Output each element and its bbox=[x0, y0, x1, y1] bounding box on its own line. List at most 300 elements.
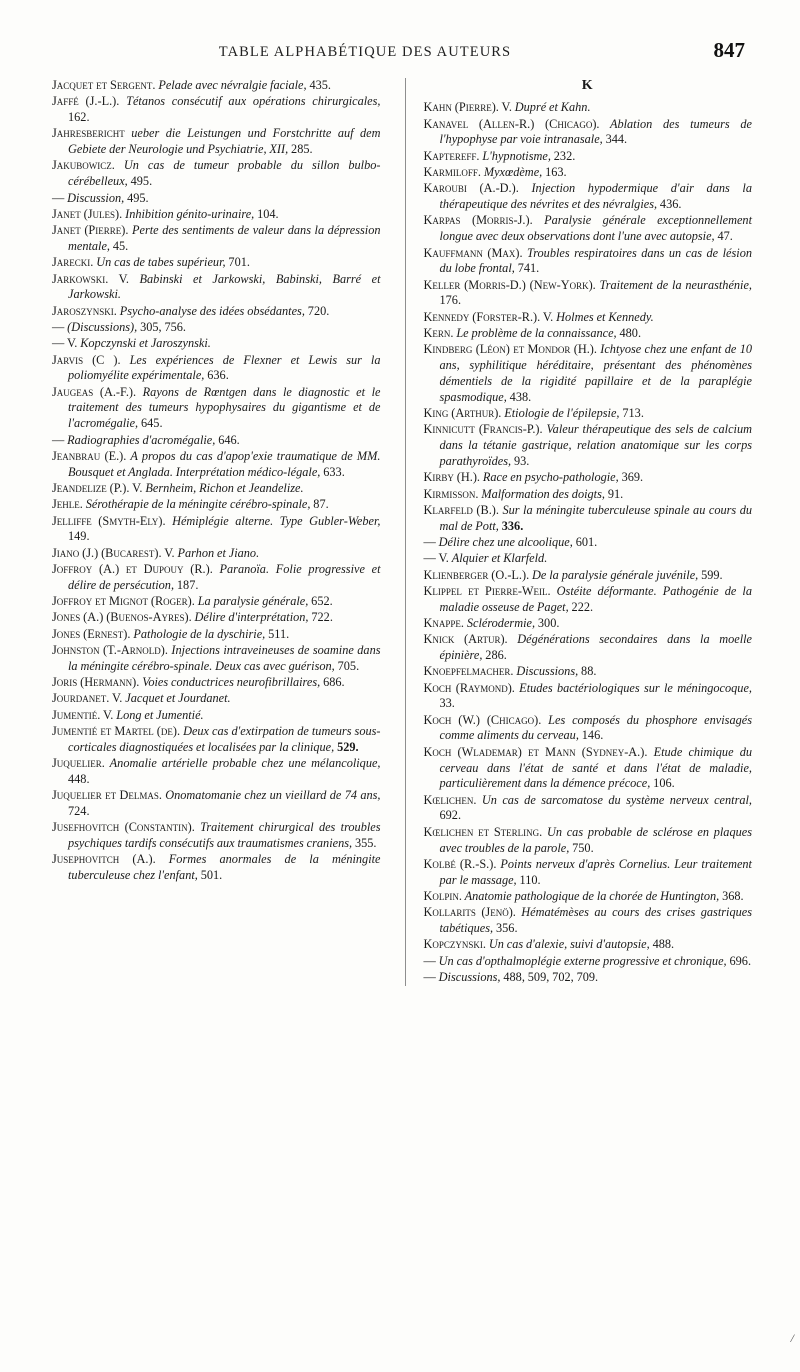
entry-page-refs: 163. bbox=[542, 165, 567, 180]
index-entry bbox=[424, 213, 753, 245]
entry-page-refs: 495. bbox=[127, 174, 153, 189]
entry-author-name: Juquelier bbox=[52, 788, 102, 803]
entry-author-name: Kœlichen. bbox=[423, 792, 477, 807]
entry-author-qualifier: et Sergent. bbox=[93, 78, 156, 92]
entry-title: Myxœdème, bbox=[480, 165, 543, 180]
entry-author-qualifier: (Allen-R.) (Chicago). bbox=[468, 116, 600, 131]
entry-title: Hématémèses au cours des crises gastriques tabétiques, bbox=[439, 905, 752, 936]
entry-author-qualifier: — bbox=[423, 534, 439, 549]
entry-author-qualifier: (J.-L.). bbox=[78, 94, 120, 109]
index-entry bbox=[424, 825, 753, 857]
entry-author-qualifier: V. bbox=[109, 691, 123, 706]
index-entry bbox=[52, 788, 381, 820]
entry-page-refs: 713. bbox=[619, 406, 644, 421]
entry-title: Un cas d'opthalmoplégie externe progressive et chronique, bbox=[438, 953, 727, 968]
index-entry bbox=[52, 708, 381, 724]
right-column-entries bbox=[424, 100, 753, 985]
entry-page-refs: 33. bbox=[439, 696, 455, 711]
entry-author-qualifier: (Morris-J.). bbox=[460, 213, 533, 228]
right-column bbox=[405, 78, 753, 986]
entry-title: Psycho-analyse des idées obsédantes, bbox=[116, 303, 305, 318]
entry-page-refs: 300. bbox=[535, 615, 560, 630]
entry-page-refs: 722. bbox=[308, 610, 333, 625]
entry-author-qualifier: (Francis-P.). bbox=[474, 422, 543, 437]
entry-author-qualifier: (H.). bbox=[453, 470, 480, 485]
entry-title: (Discussions), bbox=[67, 319, 138, 334]
entry-title: De la paralysie générale juvénile, bbox=[529, 567, 699, 582]
index-entry bbox=[424, 664, 753, 680]
entry-page-refs: 187. bbox=[174, 577, 199, 592]
entry-title: Holmes et Kennedy. bbox=[553, 309, 654, 324]
index-entry bbox=[52, 449, 381, 481]
index-entry bbox=[424, 632, 753, 664]
entry-author-name: Kirby bbox=[423, 470, 454, 485]
index-entry bbox=[52, 78, 381, 94]
entry-author-qualifier: — V. bbox=[423, 551, 452, 566]
entry-title: ueber die Leistungen und Forstchritte auf dem Gebiete der Neurologie und Psychiatrie, XII, bbox=[68, 126, 381, 157]
entry-author-name: Koch bbox=[423, 712, 452, 727]
entry-author-qualifier: — bbox=[423, 969, 439, 984]
entry-author-qualifier: — bbox=[423, 953, 439, 968]
entry-title: Anatomie pathologique de la chorée de Huntington, bbox=[461, 888, 720, 903]
entry-title: Sur la méningite tuberculeuse spinale au cours du mal de Pott, bbox=[439, 502, 752, 533]
entry-page-refs: 91. bbox=[604, 486, 624, 501]
index-entry bbox=[424, 568, 753, 584]
entry-page-refs: 438. bbox=[506, 389, 532, 404]
entry-author-qualifier: (P.). V. bbox=[106, 480, 143, 495]
entry-title: Onomatomanie chez un vieillard de 74 ans, bbox=[161, 788, 381, 803]
index-entry bbox=[424, 326, 753, 342]
entry-author-name: Karmiloff. bbox=[423, 165, 481, 180]
entry-author-name: Jaffé bbox=[52, 94, 79, 109]
index-entry bbox=[52, 546, 381, 562]
entry-page-refs: 106. bbox=[650, 776, 675, 791]
entry-page-refs: 344. bbox=[602, 132, 628, 147]
entry-page-refs: 750. bbox=[569, 840, 594, 855]
index-entry bbox=[52, 756, 381, 788]
entry-author-qualifier: (O.-L.). bbox=[488, 567, 530, 582]
entry-page-refs: 285. bbox=[288, 142, 313, 157]
entry-author-name: Jarecki. bbox=[52, 255, 94, 270]
entry-title: Kopczynski et Jaroszynski. bbox=[80, 336, 211, 351]
entry-author-name: Jaugeas bbox=[52, 384, 94, 399]
entry-page-refs: 336. bbox=[498, 518, 524, 533]
entry-author-name: Joffroy bbox=[52, 594, 93, 608]
entry-page-refs: 286. bbox=[482, 647, 507, 662]
index-entry bbox=[52, 272, 381, 304]
entry-author-name: Klienberger bbox=[423, 567, 489, 582]
entry-title: Paralysie générale exceptionnellement longue avec deux observations dont l'une avec autopsie, bbox=[439, 213, 752, 244]
entry-author-name: Jarkowski. bbox=[52, 271, 109, 286]
entry-title: Malformation des doigts, bbox=[478, 486, 605, 501]
entry-author-qualifier: (E.). bbox=[100, 448, 127, 463]
entry-author-qualifier: (A.) (Buenos-Ayres). bbox=[80, 610, 192, 625]
entry-page-refs: 355. bbox=[352, 835, 377, 850]
entry-title: Ichtyose chez une enfant de 10 ans, syphilitique héréditaire, présentant des phénomènes démentiels de la rigidité papillaire et de la paraplégie spasmodique, bbox=[439, 342, 752, 404]
entry-page-refs: 652. bbox=[308, 594, 333, 608]
entry-page-refs: 149. bbox=[68, 529, 90, 544]
entry-author-qualifier: (Morris-D.) (New-York). bbox=[460, 277, 596, 292]
entry-title: Un cas de sarcomatose du système nerveux central, bbox=[476, 792, 752, 807]
entry-page-refs: 436. bbox=[657, 197, 682, 212]
entry-author-name: Jusephovitch bbox=[52, 852, 120, 867]
entry-page-refs: 176. bbox=[439, 293, 462, 308]
index-columns bbox=[52, 78, 752, 986]
entry-author-name: Knappe. bbox=[423, 615, 464, 630]
entry-author-qualifier: (T.-Arnold). bbox=[99, 642, 168, 657]
entry-page-refs: 104. bbox=[254, 206, 279, 221]
entry-author-qualifier: et Pierre-Weil. bbox=[461, 583, 551, 598]
section-letter-k: K bbox=[581, 78, 594, 93]
entry-page-refs: 232. bbox=[550, 148, 576, 163]
entry-author-name: Jeanbrau bbox=[52, 448, 101, 463]
entry-author-qualifier: (Arthur). bbox=[448, 406, 502, 421]
index-entry bbox=[52, 820, 381, 852]
index-entry bbox=[52, 158, 381, 190]
entry-page-refs: 88. bbox=[578, 664, 597, 679]
entry-page-refs: 222. bbox=[568, 599, 594, 614]
index-entry bbox=[52, 675, 381, 691]
entry-page-refs: 488, 509, 702, 709. bbox=[500, 969, 599, 984]
entry-title: Ablation des tumeurs de l'hypophyse par voie intranasale, bbox=[439, 116, 752, 147]
index-entry bbox=[424, 342, 753, 405]
entry-author-name: Klippel bbox=[423, 583, 462, 598]
index-entry bbox=[52, 433, 381, 449]
index-entry bbox=[424, 713, 753, 745]
entry-author-name: Kauffmann bbox=[423, 245, 483, 260]
entry-author-qualifier: (Jenö). bbox=[475, 905, 516, 920]
entry-author-name: Kindberg bbox=[423, 342, 473, 357]
entry-page-refs: 741. bbox=[514, 261, 540, 276]
entry-page-refs: 724. bbox=[68, 803, 90, 818]
entry-author-name: Jeandelize bbox=[52, 480, 107, 495]
entry-page-refs: 701. bbox=[225, 255, 250, 270]
entry-title: Discussions, bbox=[438, 969, 501, 984]
entry-author-name: Klarfeld bbox=[423, 502, 473, 517]
index-entry bbox=[52, 691, 381, 707]
entry-page-refs: 45. bbox=[110, 238, 129, 253]
entry-author-name: Kennedy bbox=[423, 309, 470, 324]
entry-author-qualifier: (A.). bbox=[119, 852, 156, 867]
entry-page-refs: 480. bbox=[616, 326, 642, 341]
entry-title: Formes anormales de la méningite tuberculeuse chez l'enfant, bbox=[68, 852, 381, 883]
index-entry bbox=[424, 937, 753, 953]
entry-author-name: Koch bbox=[423, 744, 452, 759]
entry-page-refs: 511. bbox=[265, 626, 290, 641]
entry-page-refs: 488. bbox=[649, 937, 675, 952]
entry-title: Ostéite déformante. Pathogénie de la maladie osseuse de Paget, bbox=[439, 583, 752, 614]
entry-author-name: Kolpin. bbox=[423, 888, 462, 903]
entry-author-name: King bbox=[423, 406, 449, 421]
entry-author-name: Jones bbox=[52, 610, 81, 625]
entry-author-qualifier: (Hermann). bbox=[77, 674, 140, 689]
index-entry bbox=[424, 149, 753, 165]
entry-title: Voies conductrices neurofibrillaires, bbox=[139, 674, 321, 689]
entry-author-name: Karpas bbox=[423, 213, 461, 228]
entry-author-qualifier: V. bbox=[108, 271, 130, 286]
index-entry bbox=[424, 406, 753, 422]
entry-author-qualifier: (Max). bbox=[482, 245, 523, 260]
entry-title: Radiographies d'acromégalie, bbox=[67, 432, 216, 447]
entry-author-name: Joffroy bbox=[52, 561, 93, 576]
entry-title: L'hypnotisme, bbox=[479, 148, 551, 163]
entry-author-name: Kanavel bbox=[423, 116, 469, 131]
entry-author-qualifier: (R.-S.). bbox=[455, 856, 497, 871]
entry-title: Deux cas d'extirpation de tumeurs sous-corticales diagnostiquées et localisées par la clinique, bbox=[68, 723, 381, 754]
entry-title: Hémiplégie alterne. Type Gubler-Weber, bbox=[165, 513, 381, 528]
left-column bbox=[52, 78, 381, 986]
index-entry bbox=[52, 353, 381, 385]
entry-title: Pelade avec névralgie faciale, bbox=[155, 78, 307, 92]
entry-title: Jacquet et Jourdanet. bbox=[122, 691, 231, 706]
entry-page-refs: 720. bbox=[304, 303, 330, 318]
entry-author-name: Joris bbox=[52, 674, 78, 689]
entry-author-qualifier: (B.). bbox=[472, 502, 499, 517]
index-entry bbox=[424, 745, 753, 792]
running-head-title: TABLE ALPHABÉTIQUE DES AUTEURS bbox=[218, 44, 512, 60]
entry-page-refs: 636. bbox=[204, 368, 229, 383]
index-entry bbox=[52, 207, 381, 223]
entry-author-name: Knick bbox=[423, 632, 455, 647]
entry-title: Un cas de tumeur probable du sillon bulbo-cérébelleux, bbox=[68, 158, 381, 189]
index-entry bbox=[424, 422, 753, 469]
entry-author-name: Karoubi bbox=[423, 181, 467, 196]
entry-author-qualifier: et Mignot (Roger). bbox=[92, 594, 195, 608]
entry-title: Babinski et Jarkowski, Babinski, Barré et Jarkowski. bbox=[68, 271, 381, 302]
entry-author-name: Johnston bbox=[52, 642, 100, 657]
index-entry bbox=[52, 223, 381, 255]
entry-title: Traitement de la neurasthénie, bbox=[595, 277, 752, 292]
index-entry bbox=[52, 594, 381, 610]
entry-author-qualifier: (Pierre). bbox=[80, 223, 129, 238]
entry-title: Tétanos consécutif aux opérations chirurgicales, bbox=[119, 94, 381, 109]
entry-author-qualifier: — bbox=[52, 432, 68, 447]
entry-page-refs: 645. bbox=[138, 416, 163, 431]
entry-author-name: Kirmisson. bbox=[423, 486, 479, 501]
entry-author-qualifier: et Sterling. bbox=[473, 824, 543, 839]
entry-author-name: Jumentié. bbox=[52, 707, 101, 722]
entry-title: Pathologie de la dyschirie, bbox=[130, 626, 266, 641]
entry-author-name: Jakubowicz. bbox=[52, 158, 115, 173]
entry-title: Traitement chirurgical des troubles psychiques tardifs consécutifs aux traumatismes craniens, bbox=[68, 820, 381, 850]
index-entry bbox=[52, 385, 381, 432]
entry-author-name: Jones bbox=[52, 626, 81, 641]
entry-page-refs: 448. bbox=[68, 771, 90, 786]
entry-title: Etiologie de l'épilepsie, bbox=[501, 406, 620, 421]
entry-title: Discussion, bbox=[67, 190, 125, 205]
entry-author-qualifier: — bbox=[52, 319, 68, 334]
entry-title: Injections intraveineuses de soamine dans la méningite cérébro-spinale. Deux cas avec guérison, bbox=[68, 642, 381, 673]
entry-author-name: Kern. bbox=[423, 326, 454, 341]
entry-page-refs: 47. bbox=[714, 229, 733, 244]
index-entry bbox=[52, 304, 381, 320]
entry-author-qualifier: — V. bbox=[52, 336, 81, 351]
entry-title: Long et Jumentié. bbox=[113, 707, 204, 722]
entry-title: Anomalie artérielle probable chez une mélancolique, bbox=[104, 755, 381, 770]
index-entry bbox=[424, 117, 753, 149]
entry-author-name: Kaptereff. bbox=[423, 148, 480, 163]
index-entry bbox=[52, 627, 381, 643]
entry-title: Points nerveux d'après Cornelius. Leur traitement par le massage, bbox=[439, 856, 752, 887]
index-entry bbox=[424, 616, 753, 632]
entry-author-qualifier: (Forster-R.). V. bbox=[469, 309, 554, 324]
index-entry bbox=[424, 165, 753, 181]
entry-author-qualifier: (Constantin). bbox=[119, 820, 195, 835]
entry-author-name: Kinnicutt bbox=[423, 422, 475, 437]
entry-title: A propos du cas d'apop'exie traumatique de MM. Bousquet et Anglada. Interprétation médico-légale, bbox=[68, 448, 381, 479]
entry-author-qualifier: (Wlademar) et Mann (Sydney-A.). bbox=[451, 744, 648, 759]
entry-author-name: Kœlichen bbox=[423, 824, 474, 839]
entry-title: Sérothérapie de la méningite cérébro-spinale, bbox=[82, 497, 311, 512]
entry-title: Race en psycho-pathologie, bbox=[479, 470, 619, 485]
entry-author-qualifier: (A.-D.). bbox=[466, 181, 519, 196]
index-entry bbox=[52, 643, 381, 675]
entry-title: Un cas de tabes supérieur, bbox=[93, 255, 226, 270]
index-entry bbox=[52, 514, 381, 546]
entry-author-name: Koch bbox=[423, 680, 452, 695]
entry-page-refs: 633. bbox=[320, 464, 345, 479]
entry-page-refs: 692. bbox=[439, 808, 462, 823]
index-entry bbox=[52, 126, 381, 158]
index-entry bbox=[424, 470, 753, 486]
entry-title: Paranoïa. Folie progressive et délire de persécution, bbox=[68, 561, 381, 592]
entry-title: Injection hypodermique d'air dans la thérapeutique des névrites et des névralgies, bbox=[439, 181, 752, 212]
index-entry bbox=[52, 191, 381, 207]
entry-author-name: Jiano bbox=[52, 545, 80, 560]
entry-page-refs: 501. bbox=[197, 868, 223, 883]
index-entry bbox=[52, 724, 381, 756]
index-entry bbox=[424, 487, 753, 503]
entry-author-name: Knoepfelmacher. bbox=[423, 664, 514, 679]
index-entry bbox=[52, 852, 381, 884]
index-entry bbox=[424, 181, 753, 213]
entry-author-name: Jumentié bbox=[52, 723, 98, 738]
entry-page-refs: 305, 756. bbox=[137, 319, 186, 334]
entry-title: Troubles respiratoires dans un cas de lésion du lobe frontal, bbox=[439, 245, 752, 276]
entry-title: Un cas d'alexie, suivi d'autopsie, bbox=[485, 937, 650, 952]
entry-author-qualifier: (Léon) et Mondor (H.). bbox=[472, 342, 597, 357]
entry-page-refs: 705. bbox=[334, 658, 360, 673]
entry-author-name: Kahn bbox=[423, 100, 452, 115]
index-entry bbox=[424, 970, 753, 986]
index-entry bbox=[424, 100, 753, 116]
entry-author-qualifier: (Raymond). bbox=[451, 680, 515, 695]
index-entry bbox=[52, 336, 381, 352]
entry-page-refs: 110. bbox=[516, 872, 541, 887]
entry-author-qualifier: (W.) (Chicago). bbox=[451, 712, 542, 727]
entry-page-refs: 696. bbox=[726, 953, 752, 968]
entry-author-name: Jaroszynski. bbox=[52, 303, 117, 318]
entry-author-name: Janet bbox=[52, 223, 81, 238]
entry-author-name: Juquelier. bbox=[52, 755, 105, 770]
entry-author-name: Jelliffe bbox=[52, 513, 92, 528]
index-entry bbox=[424, 681, 753, 713]
entry-page-refs: 368. bbox=[719, 888, 744, 903]
entry-page-refs: 87. bbox=[310, 497, 329, 512]
entry-author-qualifier: (Ernest). bbox=[80, 626, 131, 641]
entry-page-refs: 529. bbox=[334, 739, 359, 754]
entry-author-qualifier: (C ). bbox=[83, 352, 121, 367]
entry-page-refs: 162. bbox=[68, 110, 90, 125]
entry-page-refs: 93. bbox=[511, 453, 530, 468]
entry-title: Délire d'interprétation, bbox=[191, 610, 309, 625]
entry-title: Dupré et Kahn. bbox=[511, 100, 591, 115]
entry-page-refs: 686. bbox=[320, 674, 345, 689]
entry-page-refs: 495. bbox=[124, 190, 149, 205]
entry-page-refs: 146. bbox=[578, 728, 604, 743]
entry-page-refs: 599. bbox=[698, 567, 723, 582]
entry-author-name: Jarvis bbox=[52, 352, 84, 367]
entry-title: Délire chez une alcoolique, bbox=[438, 534, 573, 549]
entry-title: Dégénérations secondaires dans la moelle épinière, bbox=[439, 632, 752, 662]
entry-title: Le problème de la connaissance, bbox=[453, 326, 617, 341]
entry-title: Les composés du phosphore envisagés comme aliments du cerveau, bbox=[439, 712, 752, 743]
entry-author-qualifier: (J.) (Bucarest). V. bbox=[79, 545, 175, 560]
index-entry bbox=[424, 310, 753, 326]
entry-author-qualifier: et Martel (de). bbox=[97, 723, 181, 738]
entry-author-name: Keller bbox=[423, 277, 461, 292]
entry-author-qualifier: (A.) et Dupouy (R.). bbox=[92, 561, 213, 576]
entry-page-refs: 646. bbox=[215, 432, 240, 447]
entry-title: Sclérodermie, bbox=[463, 615, 536, 630]
entry-title: Valeur thérapeutique des sels de calcium dans la tétanie gastrique, relation anatomique sur les corps parathyroïdes, bbox=[439, 422, 752, 468]
entry-title: Discussions, bbox=[513, 664, 579, 679]
index-entry bbox=[424, 535, 753, 551]
entry-title: La paralysie générale, bbox=[194, 594, 309, 608]
index-entry bbox=[52, 481, 381, 497]
entry-author-qualifier: (Pierre). V. bbox=[451, 100, 512, 115]
entry-author-name: Jusefhovitch bbox=[52, 820, 120, 835]
entry-author-qualifier: — bbox=[52, 190, 68, 205]
entry-page-refs: 369. bbox=[618, 470, 644, 485]
index-entry bbox=[424, 793, 753, 825]
index-entry bbox=[424, 954, 753, 970]
entry-title: Perte des sentiments de valeur dans la dépression mentale, bbox=[68, 223, 381, 253]
entry-author-qualifier: (Artur). bbox=[454, 632, 508, 647]
entry-author-qualifier: V. bbox=[100, 707, 114, 722]
entry-author-name: Jacquet bbox=[52, 78, 94, 92]
index-entry bbox=[52, 610, 381, 626]
index-entry bbox=[424, 503, 753, 535]
page-header bbox=[55, 38, 745, 64]
index-entry bbox=[52, 94, 381, 126]
entry-author-name: Jourdanet. bbox=[52, 691, 110, 706]
index-entry bbox=[424, 584, 753, 616]
entry-title: Etudes bactériologiques sur le méningocoque, bbox=[514, 680, 752, 695]
index-entry bbox=[424, 857, 753, 889]
entry-title: Les expériences de Flexner et Lewis sur la poliomyélite expérimentale, bbox=[68, 352, 381, 383]
index-entry bbox=[424, 278, 753, 310]
entry-author-name: Jehle. bbox=[52, 497, 83, 512]
entry-title: Alquier et Klarfeld. bbox=[451, 551, 548, 566]
entry-author-name: Jahresbericht bbox=[52, 126, 125, 141]
entry-page-refs: 356. bbox=[493, 921, 518, 936]
entry-author-name: Kopczynski. bbox=[423, 937, 486, 952]
index-entry bbox=[52, 255, 381, 271]
entry-author-qualifier: (Smyth-Ely). bbox=[91, 513, 166, 528]
entry-title: Un cas probable de sclérose en plaques avec troubles de la parole, bbox=[439, 824, 752, 855]
index-entry bbox=[52, 497, 381, 513]
index-entry bbox=[424, 905, 753, 937]
entry-page-refs: 435. bbox=[306, 78, 331, 92]
index-entry bbox=[424, 246, 753, 278]
index-entry bbox=[52, 562, 381, 594]
index-entry bbox=[424, 551, 753, 567]
entry-author-name: Kolbé bbox=[423, 856, 456, 871]
index-entry bbox=[52, 320, 381, 336]
index-entry bbox=[424, 889, 753, 905]
entry-author-qualifier: (A.-F.). bbox=[93, 384, 137, 399]
